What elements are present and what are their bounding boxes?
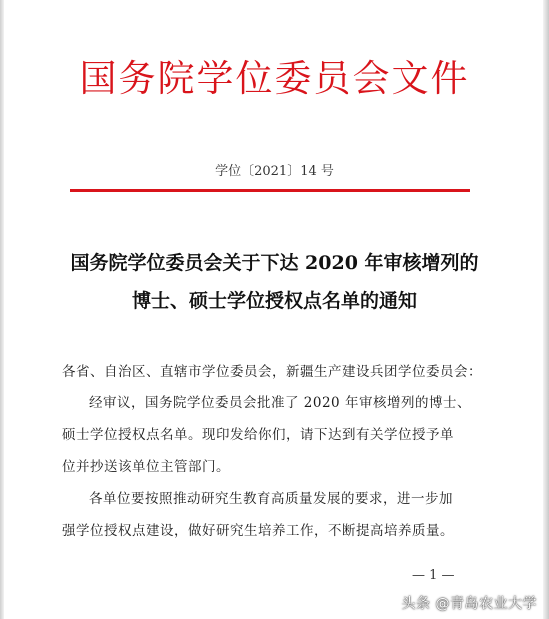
body-salutation: 各省、自治区、直辖市学位委员会，新疆生产建设兵团学位委员会： xyxy=(62,364,482,380)
body-paragraph-2-line-2: 强学位授权点建设，做好研究生培养工作，不断提高培养质量。 xyxy=(62,523,454,539)
notice-title-line-2: 博士、硕士学位授权点名单的通知 xyxy=(131,290,417,312)
body-paragraph-1-line-2: 硕士学位授权点名单。现印发给你们，请下达到有关学位授予单 xyxy=(62,427,454,443)
body-paragraph-1-line-1: 经审议，国务院学位委员会批准了 2020 年审核增列的博士、 xyxy=(89,395,471,411)
document-header-title: 国务院学位委员会文件 xyxy=(79,57,470,100)
notice-title-line-1: 国务院学位委员会关于下达 2020 年审核增列的 xyxy=(70,252,479,274)
body-paragraph-2-line-1: 各单位要按照推动研究生教育高质量发展的要求，进一步加 xyxy=(89,491,453,507)
document-number: 学位〔2021〕14 号 xyxy=(215,164,334,179)
body-paragraph-1-line-3: 位并抄送该单位主管部门。 xyxy=(62,459,230,475)
red-divider-line xyxy=(70,189,470,192)
watermark-text: 头条 @青岛农业大学 xyxy=(401,596,537,612)
page-number: — 1 — xyxy=(412,568,455,583)
